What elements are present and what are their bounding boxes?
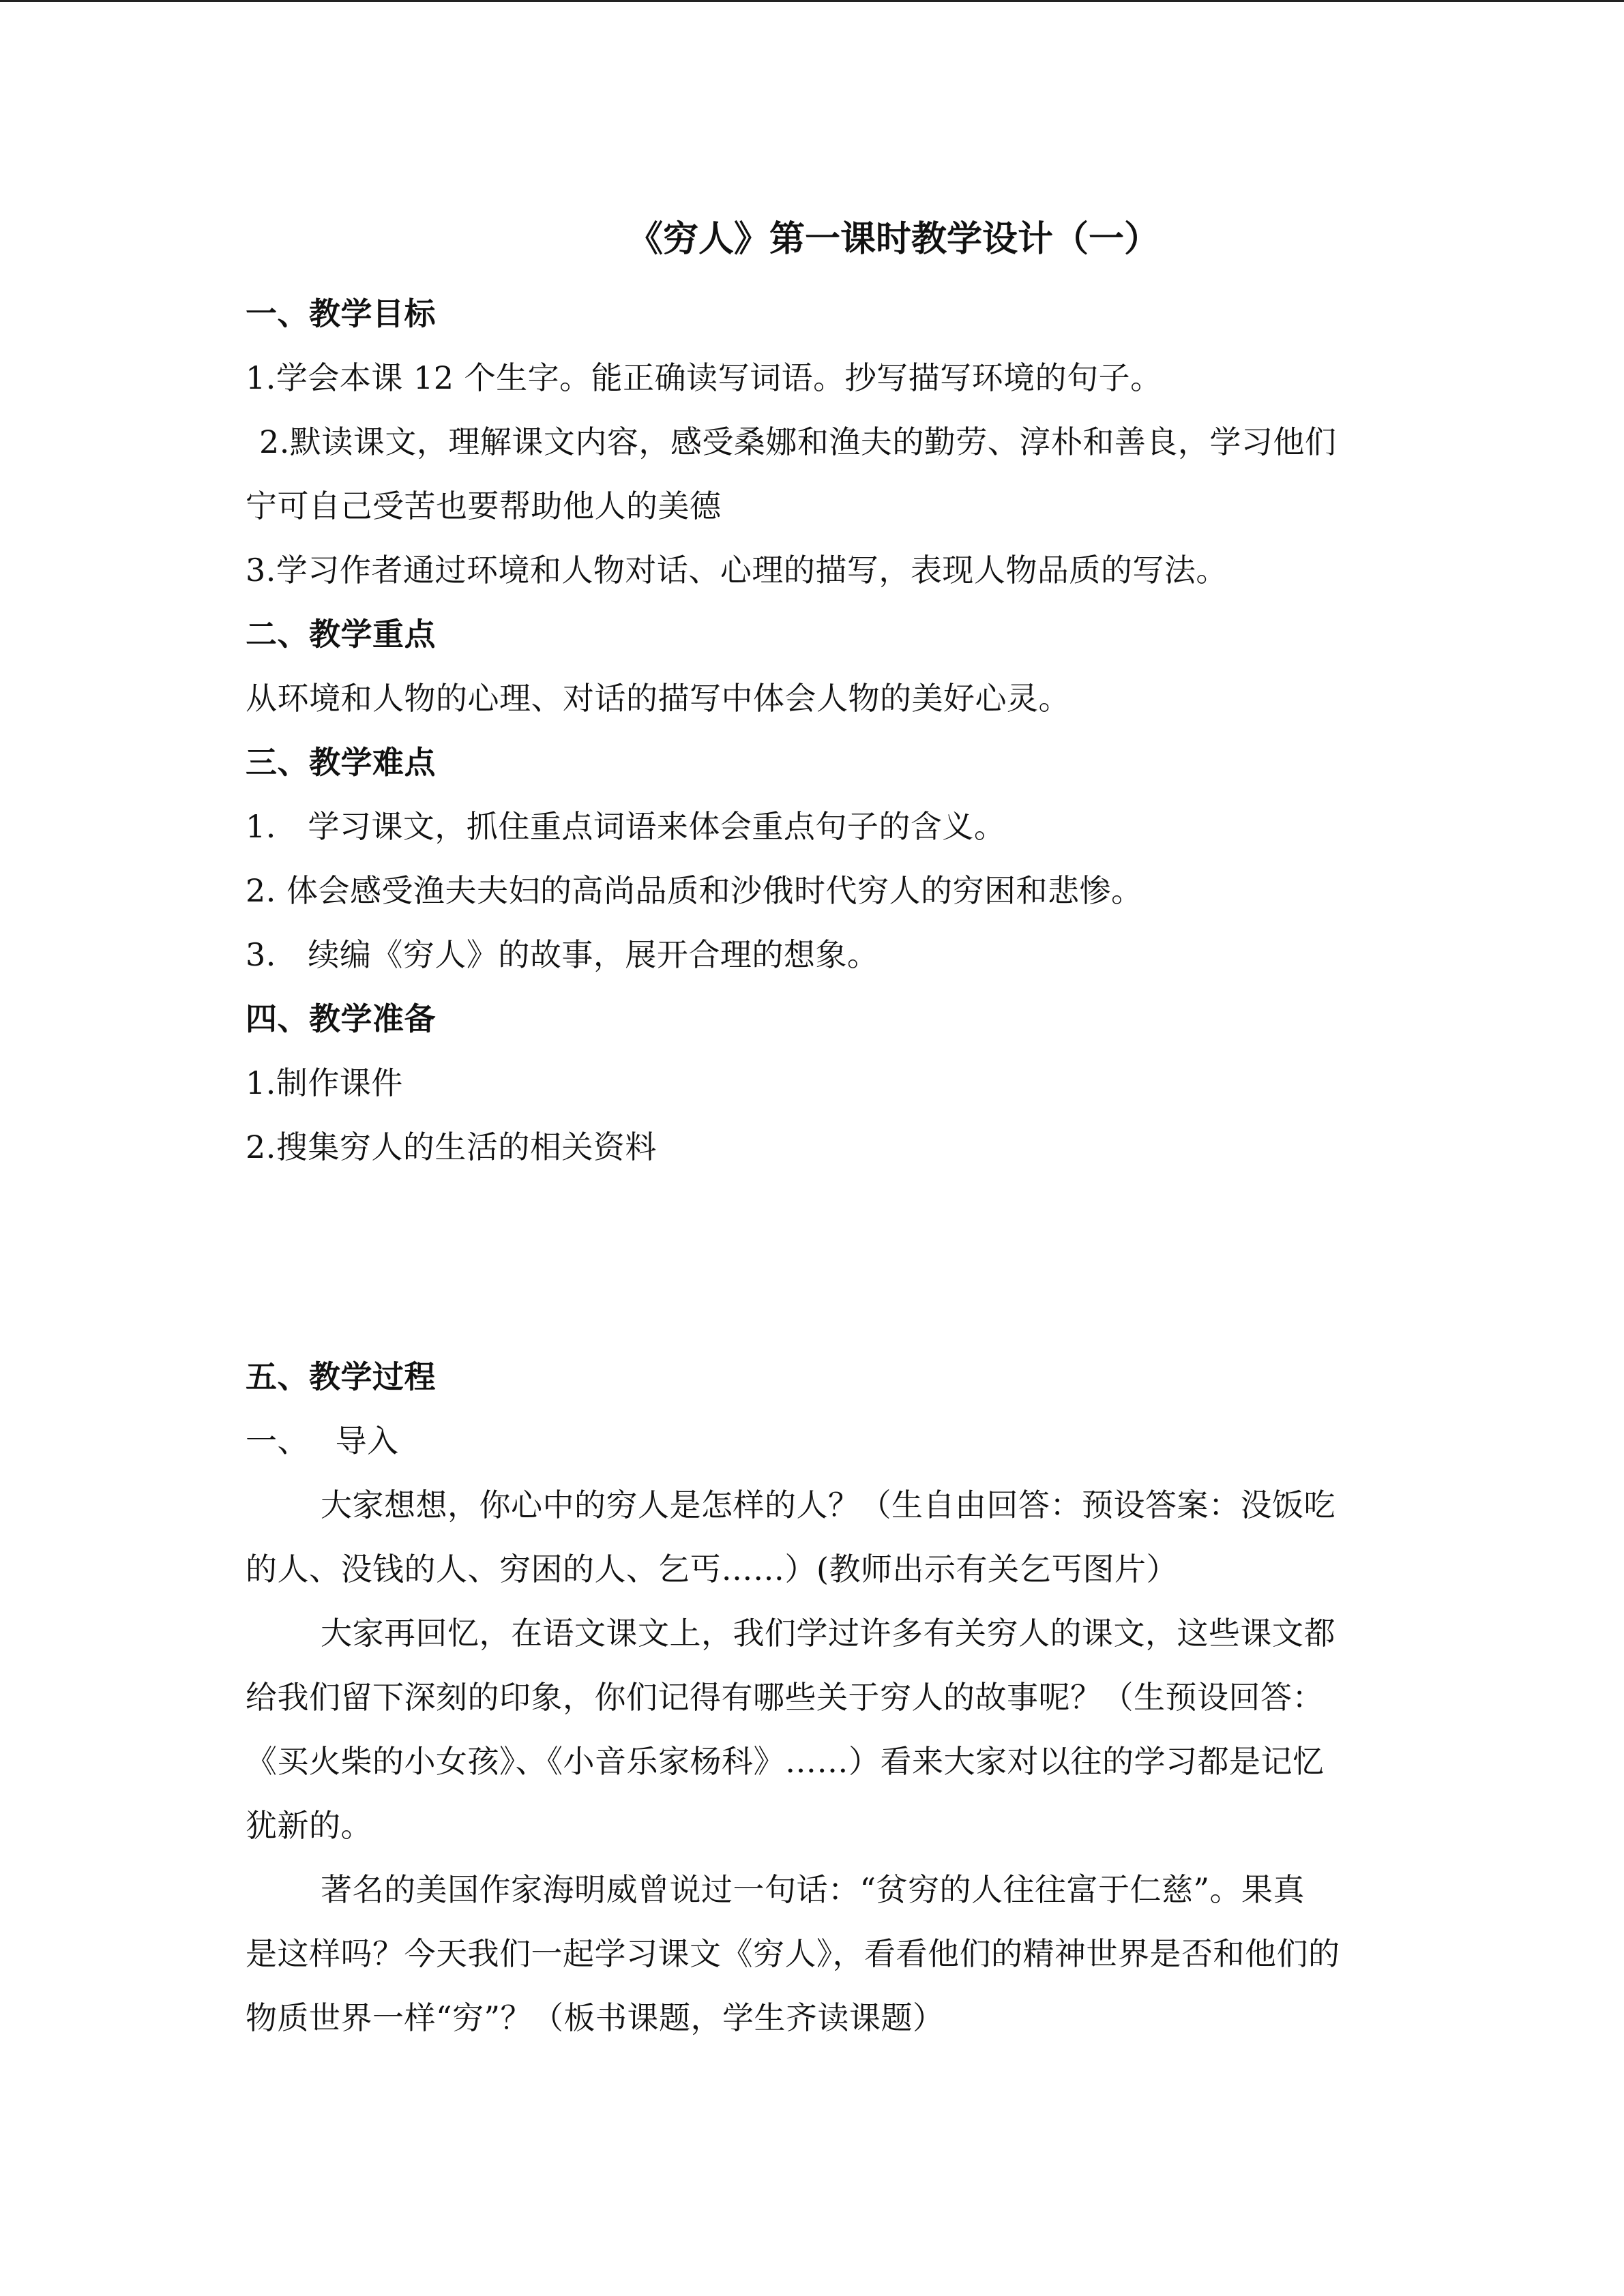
goal-item-1: 1.学会本课 12 个生字。能正确读写词语。抄写描写环境的句子。 <box>246 359 1162 396</box>
difficulty-item-3: 3. 续编《穷人》的故事，展开合理的想象。 <box>246 936 879 973</box>
goal-item-2-continued: 宁可自己受苦也要帮助他人的美德 <box>246 488 722 524</box>
preparation-heading: 四、教学准备 <box>246 1000 436 1037</box>
key-points-heading: 二、教学重点 <box>246 616 436 653</box>
key-points-text: 从环境和人物的心理、对话的描写中体会人物的美好心灵。 <box>246 680 1070 717</box>
process-paragraph-line: 是这样吗？今天我们一起学习课文《穷人》，看看他们的精神世界是否和他们的 <box>246 1935 1340 1972</box>
process-paragraph-line: 《买火柴的小女孩》、《小音乐家杨科》……）看来大家对以往的学习都是记忆 <box>246 1743 1325 1780</box>
process-heading: 五、教学过程 <box>246 1358 436 1395</box>
difficulty-item-1: 1. 学习课文，抓住重点词语来体会重点句子的含义。 <box>246 808 1006 845</box>
process-paragraph-line: 著名的美国作家海明威曾说过一句话：“贫穷的人往往富于仁慈”。果真 <box>321 1871 1305 1908</box>
process-paragraph-line: 大家想想，你心中的穷人是怎样的人？（生自由回答：预设答案：没饭吃 <box>321 1487 1335 1523</box>
process-step-label: 一、 导入 <box>246 1422 399 1459</box>
difficulty-item-2: 2. 体会感受渔夫夫妇的高尚品质和沙俄时代穷人的穷困和悲惨。 <box>246 872 1143 909</box>
process-paragraph-line: 大家再回忆，在语文课文上，我们学过许多有关穷人的课文，这些课文都 <box>321 1615 1335 1652</box>
process-paragraph-line: 给我们留下深刻的印象，你们记得有哪些关于穷人的故事呢？（生预设回答： <box>246 1679 1324 1716</box>
preparation-item-1: 1.制作课件 <box>246 1064 403 1101</box>
goals-heading: 一、教学目标 <box>246 295 436 332</box>
process-paragraph-line: 物质世界一样“穷”？（板书课题，学生齐读课题） <box>246 1999 945 2036</box>
goal-item-3: 3.学习作者通过环境和人物对话、心理的描写，表现人物品质的写法。 <box>246 552 1228 588</box>
difficulties-heading: 三、教学难点 <box>246 744 436 781</box>
goal-item-2: 2.默读课文，理解课文内容，感受桑娜和渔夫的勤劳、淳朴和善良，学习他们 <box>259 423 1337 460</box>
process-paragraph-line: 犹新的。 <box>246 1807 372 1844</box>
document-title: 《穷人》第一课时教学设计（一） <box>628 218 1160 260</box>
process-paragraph-line: 的人、没钱的人、穷困的人、乞丐……）(教师出示有关乞丐图片） <box>246 1551 1178 1587</box>
preparation-item-2: 2.搜集穷人的生活的相关资料 <box>246 1129 657 1165</box>
